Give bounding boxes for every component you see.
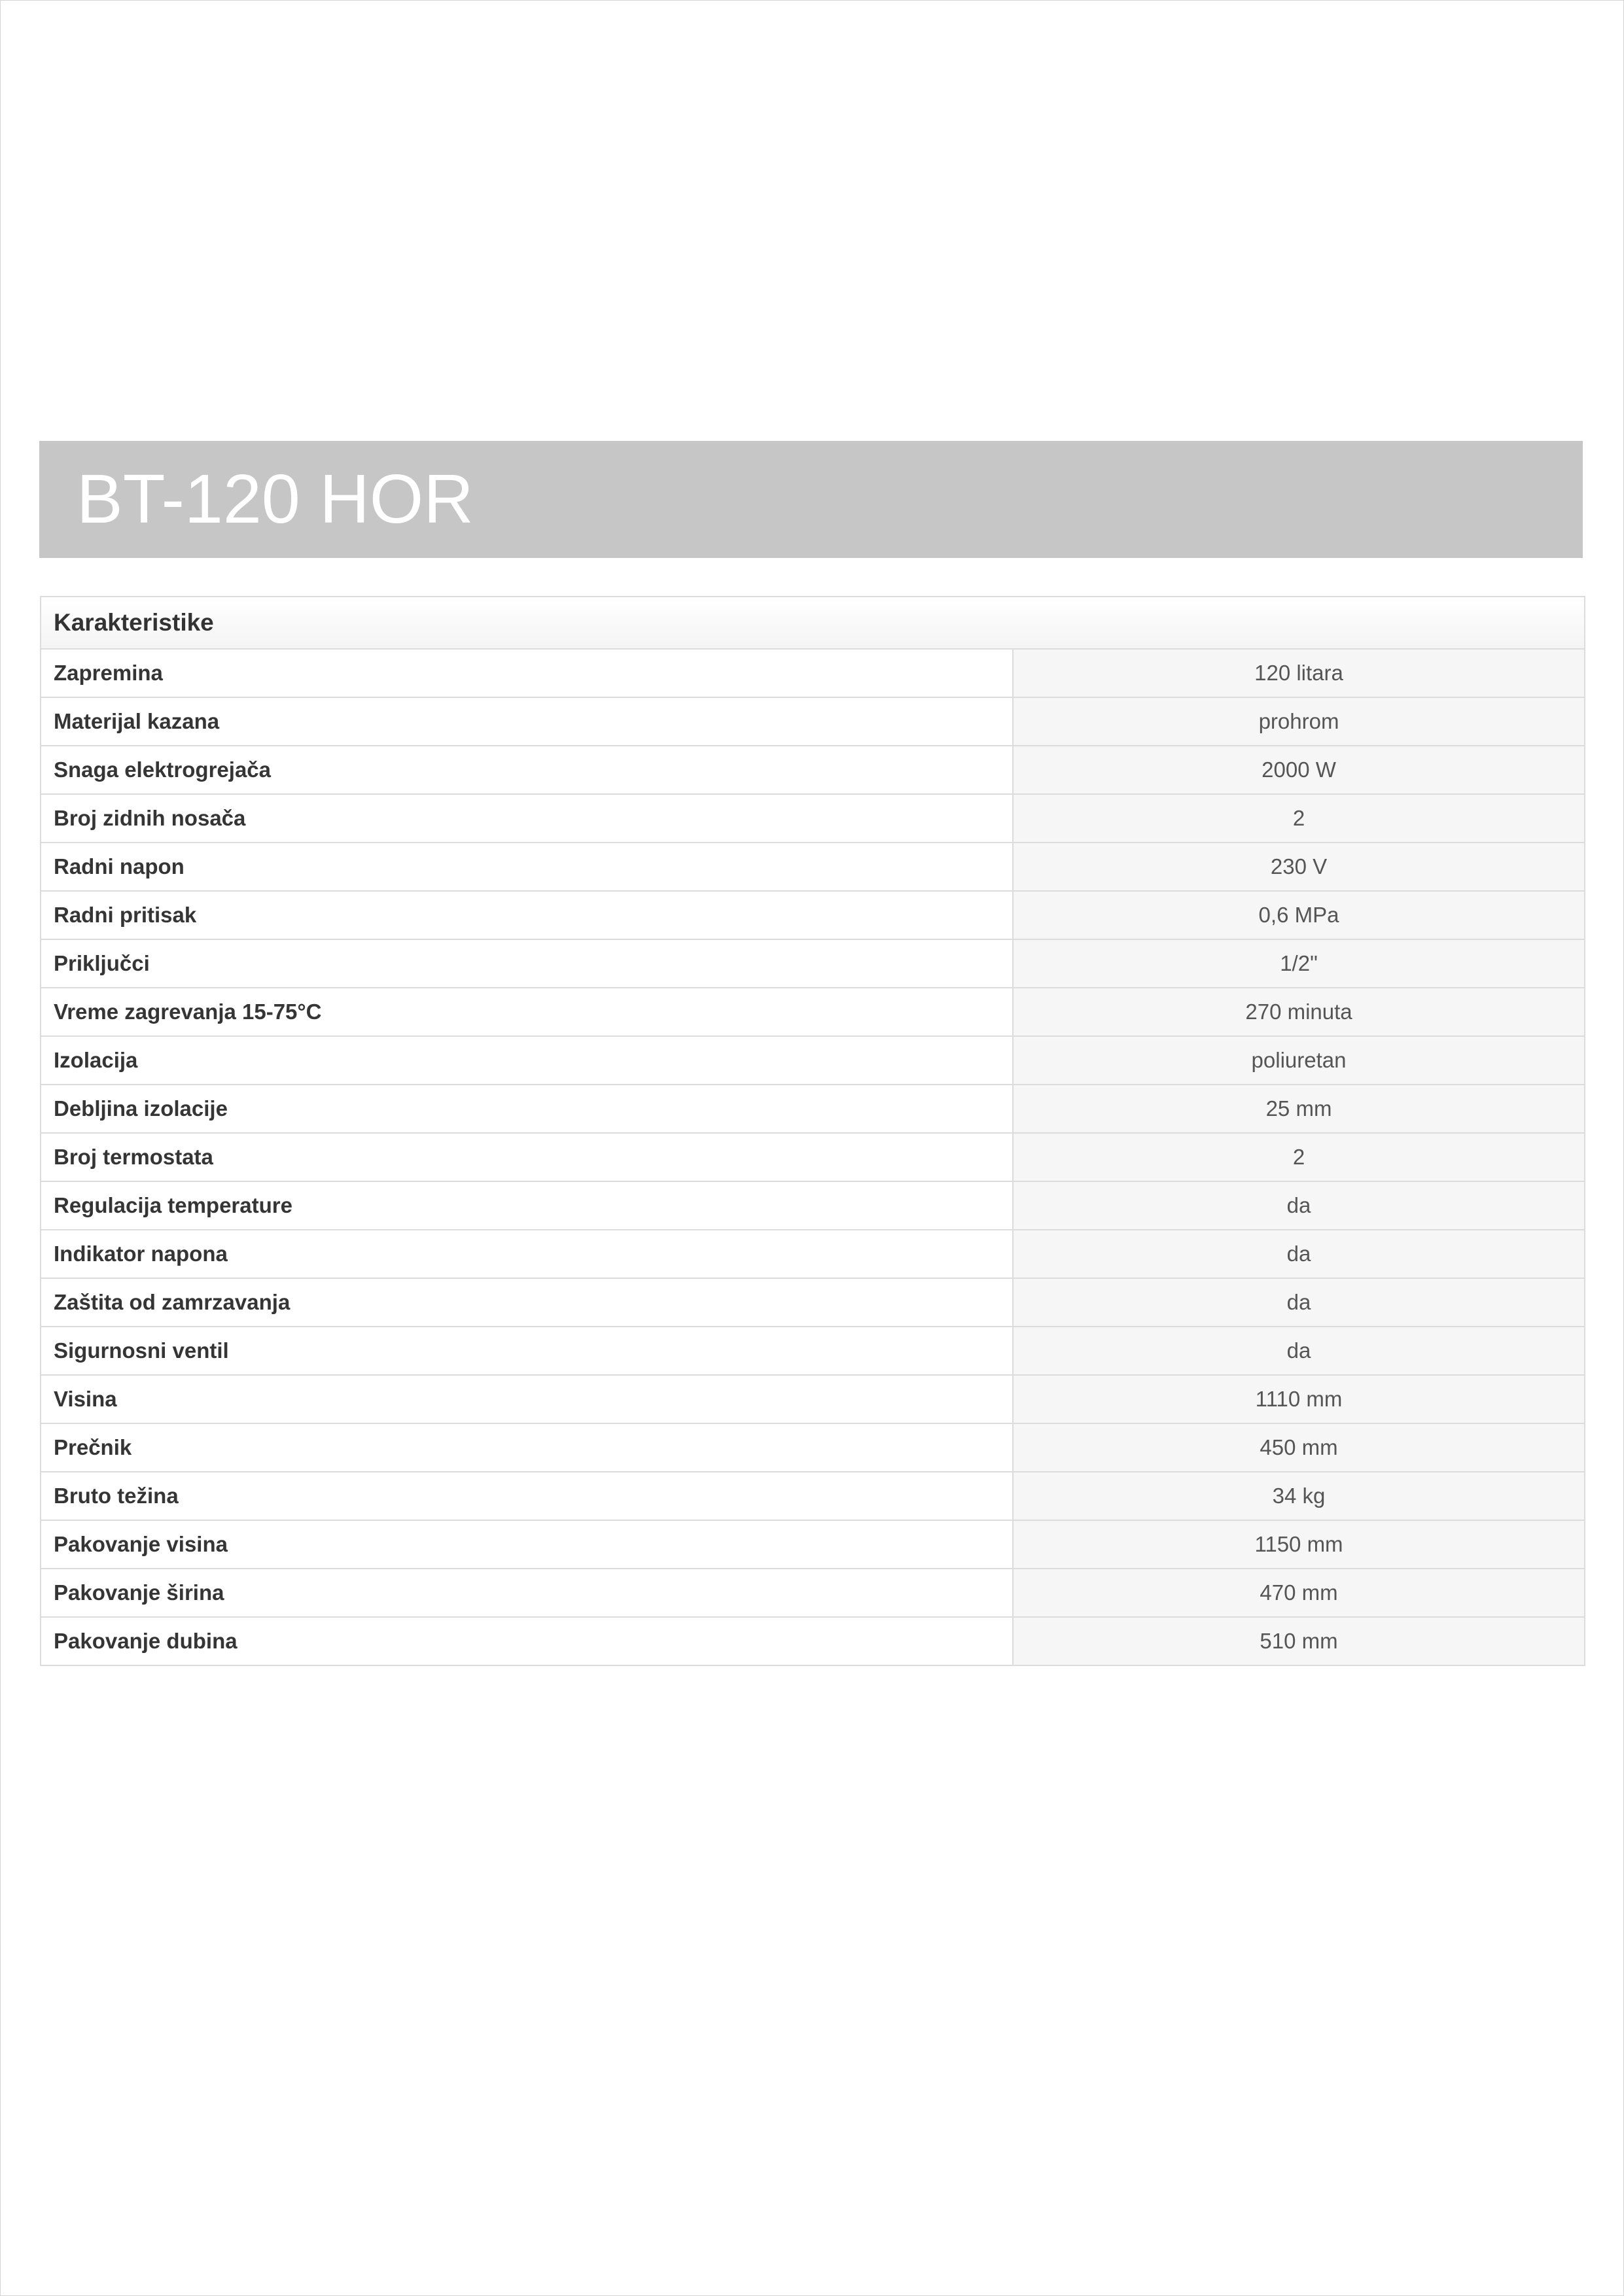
table-row — [41, 843, 1585, 891]
table-row — [41, 1327, 1585, 1375]
product-title-bar — [39, 441, 1583, 558]
spec-label: Broj termostata — [41, 1133, 1013, 1181]
table-row — [41, 1036, 1585, 1085]
specifications-header-row — [41, 597, 1585, 649]
spec-value: poliuretan — [1013, 1036, 1585, 1085]
spec-label: Radni napon — [41, 843, 1013, 891]
spec-value: 120 litara — [1013, 649, 1585, 697]
spec-value: 34 kg — [1013, 1472, 1585, 1520]
table-row — [41, 1520, 1585, 1569]
spec-value: 450 mm — [1013, 1423, 1585, 1472]
spec-label: Visina — [41, 1375, 1013, 1423]
specifications-table — [40, 596, 1585, 1666]
table-row — [41, 1617, 1585, 1665]
spec-label: Radni pritisak — [41, 891, 1013, 939]
product-title: BT-120 HOR — [77, 461, 474, 538]
table-row — [41, 697, 1585, 746]
table-row — [41, 891, 1585, 939]
table-row — [41, 988, 1585, 1036]
spec-label: Zaštita od zamrzavanja — [41, 1278, 1013, 1327]
spec-value: 2 — [1013, 1133, 1585, 1181]
table-row — [41, 1085, 1585, 1133]
spec-value: 25 mm — [1013, 1085, 1585, 1133]
spec-label: Debljina izolacije — [41, 1085, 1013, 1133]
spec-label: Indikator napona — [41, 1230, 1013, 1278]
spec-label: Broj zidnih nosača — [41, 794, 1013, 843]
spec-label: Zapremina — [41, 649, 1013, 697]
spec-value: da — [1013, 1230, 1585, 1278]
spec-label: Vreme zagrevanja 15-75°C — [41, 988, 1013, 1036]
spec-label: Prečnik — [41, 1423, 1013, 1472]
table-row — [41, 1472, 1585, 1520]
spec-label: Priključci — [41, 939, 1013, 988]
spec-value: 230 V — [1013, 843, 1585, 891]
table-row — [41, 1133, 1585, 1181]
table-row — [41, 1181, 1585, 1230]
table-row — [41, 1569, 1585, 1617]
table-row — [41, 794, 1585, 843]
table-row — [41, 939, 1585, 988]
spec-label: Snaga elektrogrejača — [41, 746, 1013, 794]
table-row — [41, 649, 1585, 697]
specifications-header: Karakteristike — [41, 597, 1585, 649]
spec-value: 1110 mm — [1013, 1375, 1585, 1423]
table-row — [41, 1423, 1585, 1472]
spec-value: prohrom — [1013, 697, 1585, 746]
spec-value: da — [1013, 1327, 1585, 1375]
table-row — [41, 1278, 1585, 1327]
spec-label: Pakovanje širina — [41, 1569, 1013, 1617]
spec-label: Materijal kazana — [41, 697, 1013, 746]
spec-label: Sigurnosni ventil — [41, 1327, 1013, 1375]
spec-value: 270 minuta — [1013, 988, 1585, 1036]
spec-value: 1150 mm — [1013, 1520, 1585, 1569]
spec-value: 0,6 MPa — [1013, 891, 1585, 939]
spec-value: 1/2" — [1013, 939, 1585, 988]
spec-label: Pakovanje dubina — [41, 1617, 1013, 1665]
spec-label: Izolacija — [41, 1036, 1013, 1085]
spec-value: 2 — [1013, 794, 1585, 843]
spec-label: Bruto težina — [41, 1472, 1013, 1520]
spec-value: da — [1013, 1181, 1585, 1230]
table-row — [41, 1230, 1585, 1278]
spec-value: da — [1013, 1278, 1585, 1327]
spec-value: 510 mm — [1013, 1617, 1585, 1665]
spec-label: Regulacija temperature — [41, 1181, 1013, 1230]
spec-label: Pakovanje visina — [41, 1520, 1013, 1569]
spec-value: 470 mm — [1013, 1569, 1585, 1617]
table-row — [41, 1375, 1585, 1423]
table-row — [41, 746, 1585, 794]
spec-value: 2000 W — [1013, 746, 1585, 794]
